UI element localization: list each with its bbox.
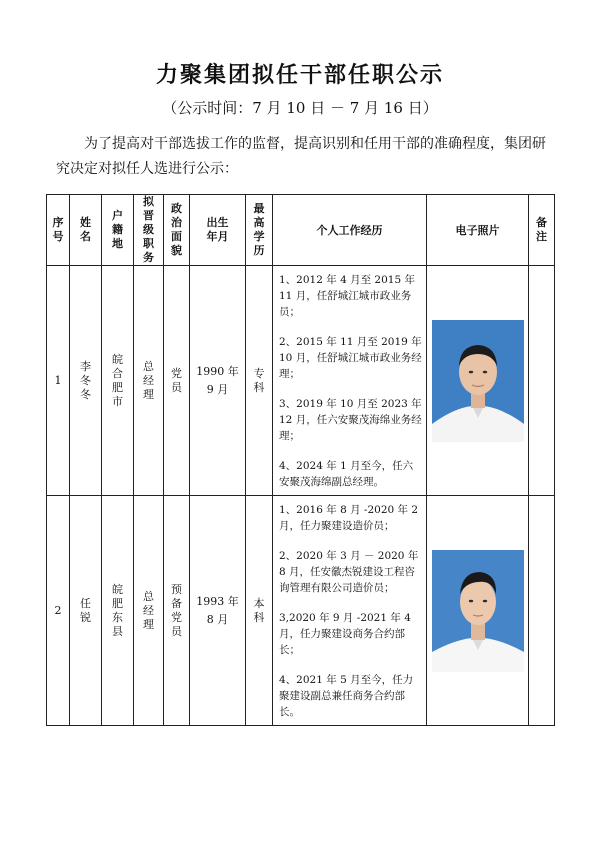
cell-birth: 1993 年 8 月	[190, 496, 246, 726]
experience-item: 4、2021 年 5 月至今，任力聚建设副总兼任商务合约部长。	[279, 673, 414, 718]
experience-item: 3、2019 年 10 月至 2023 年 12 月，任六安聚茂海绵业务经理；	[279, 397, 422, 442]
page-title: 力聚集团拟任干部任职公示	[155, 63, 444, 88]
experience-item: 2、2020 年 3 月 － 2020 年 8 月，任安徽杰锐建设工程咨询管理有限公司造价员；	[279, 549, 419, 594]
portrait-photo-icon	[432, 320, 524, 442]
cell-politics: 党员	[164, 266, 190, 496]
experience-item: 2、2015 年 11 月至 2019 年 10 月，任舒城江城市政业务经理；	[279, 335, 422, 380]
cell-remark	[529, 496, 555, 726]
experience-item: 4、2024 年 1 月至今，任六安聚茂海绵副总经理。	[279, 459, 414, 488]
cell-photo	[427, 496, 529, 726]
cell-politics: 预备党员	[164, 496, 190, 726]
header-education: 最高学历	[246, 195, 273, 266]
cell-origin: 皖合肥市	[102, 266, 134, 496]
header-remark: 备注	[529, 195, 555, 266]
cell-origin: 皖肥东县	[102, 496, 134, 726]
cell-birth: 1990 年 9 月	[190, 266, 246, 496]
header-experience: 个人工作经历	[273, 195, 427, 266]
table-header-row	[47, 195, 555, 266]
cell-education: 本科	[246, 496, 273, 726]
intro-paragraph: 为了提高对干部选拔工作的监督，提高识别和任用干部的准确程度，集团研究决定对拟任人选进行公示：	[56, 136, 546, 177]
table-row	[47, 496, 555, 726]
header-name: 姓名	[70, 195, 102, 266]
cell-experience	[273, 266, 427, 496]
table-row	[47, 266, 555, 496]
cell-name: 任锐	[70, 496, 102, 726]
header-photo: 电子照片	[427, 195, 529, 266]
header-position: 拟晋级职务	[134, 195, 164, 266]
cell-photo	[427, 266, 529, 496]
cell-name: 李冬冬	[70, 266, 102, 496]
cell-position: 总经理	[134, 266, 164, 496]
experience-item: 1、2012 年 4 月至 2015 年 11 月，任舒城江城市政业务员；	[279, 273, 415, 318]
cell-education: 专科	[246, 266, 273, 496]
cell-remark	[529, 266, 555, 496]
experience-item: 1、2016 年 8 月 -2020 年 2 月，任力聚建设造价员；	[279, 503, 419, 532]
candidate-table	[46, 194, 555, 726]
portrait-photo-icon	[432, 550, 524, 672]
experience-item: 3,2020 年 9 月 -2021 年 4 月，任力聚建设商务合约部长；	[279, 611, 411, 656]
header-politics: 政治面貌	[164, 195, 190, 266]
cell-experience	[273, 496, 427, 726]
cell-seq: 1	[47, 266, 70, 496]
header-seq: 序号	[47, 195, 70, 266]
cell-seq: 2	[47, 496, 70, 726]
header-origin: 户籍地	[102, 195, 134, 266]
publicity-period: （公示时间：7 月 10 日 － 7 月 16 日）	[162, 99, 438, 117]
header-birth: 出生年月	[190, 195, 246, 266]
cell-position: 总经理	[134, 496, 164, 726]
